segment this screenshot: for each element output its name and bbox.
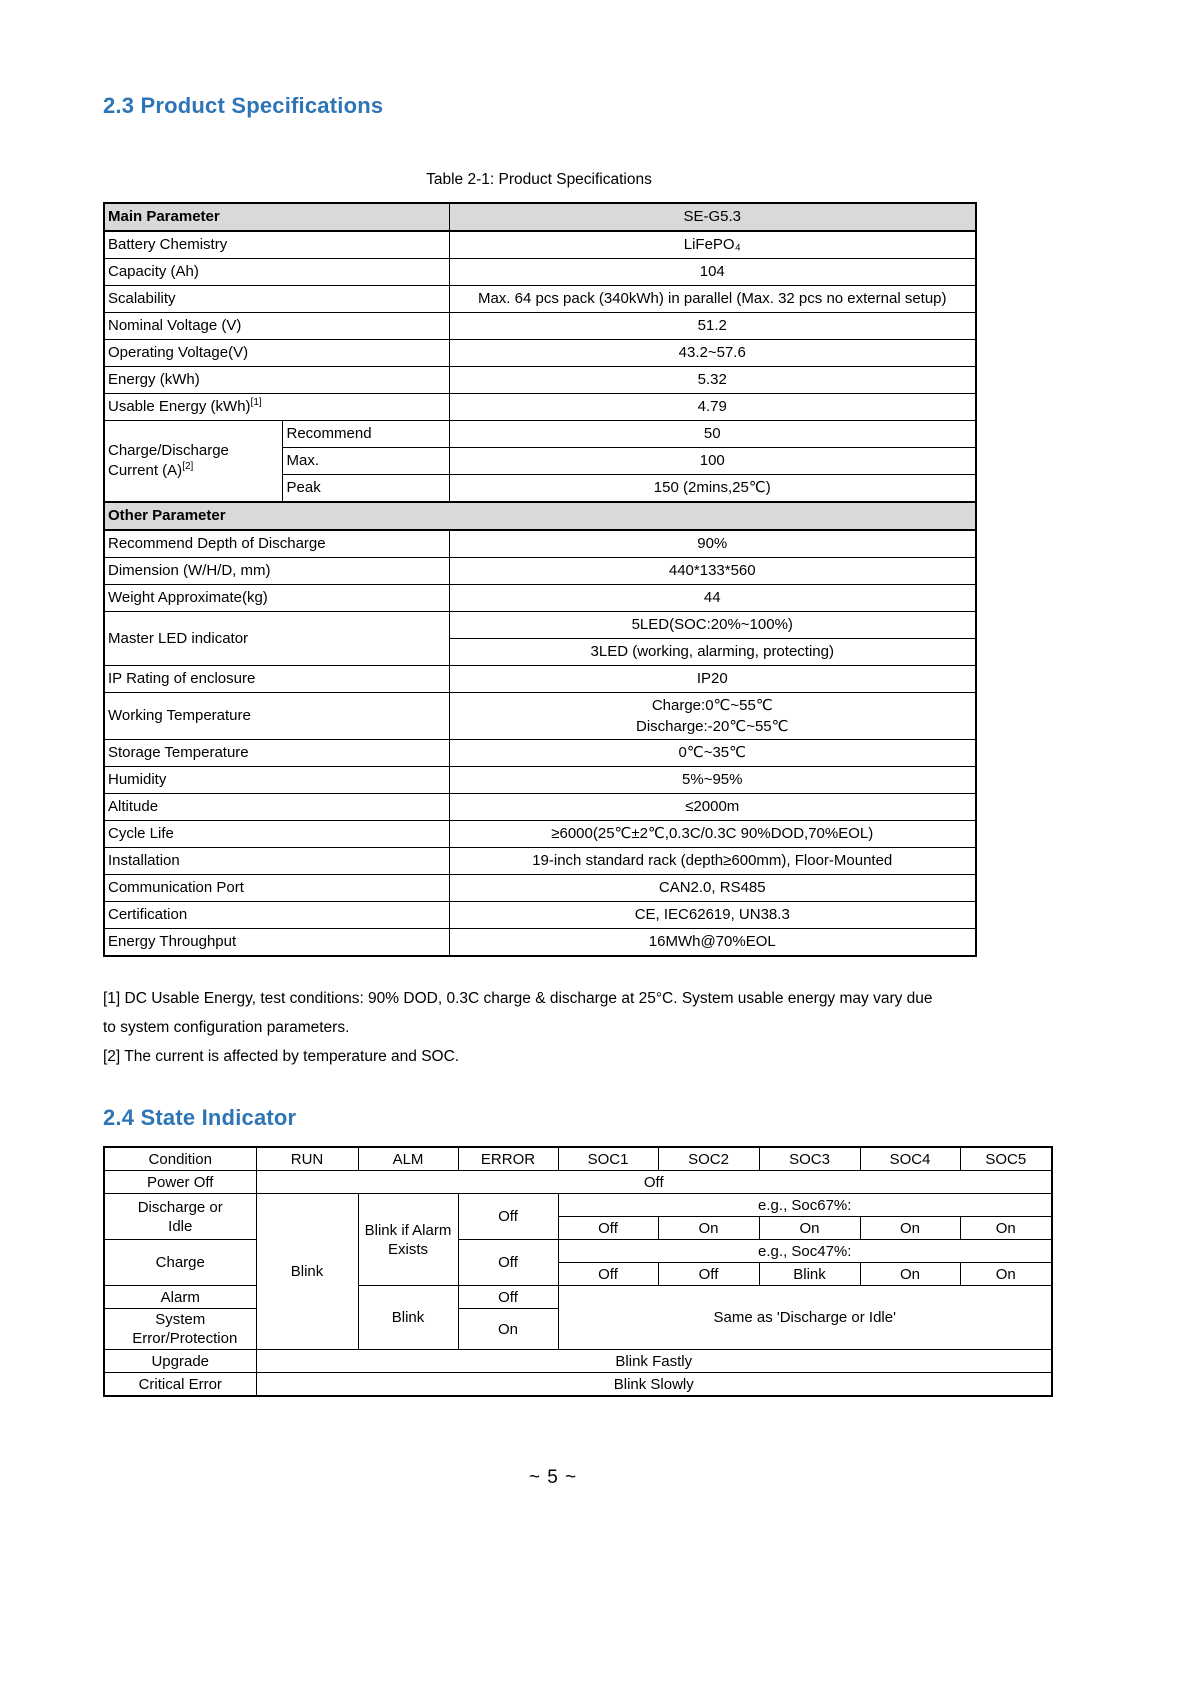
table-row xyxy=(104,259,976,286)
spec-param-label: Usable Energy (kWh)[1] xyxy=(104,394,449,421)
soc5-led-state: On xyxy=(960,1217,1052,1240)
spec-param-value: CE, IEC62619, UN38.3 xyxy=(449,902,976,929)
footnote-marker: [2] xyxy=(182,461,194,472)
table-row xyxy=(104,612,976,639)
column-header-soc4: SOC4 xyxy=(860,1147,960,1171)
spec-param-label: Communication Port xyxy=(104,875,449,902)
section-title-product-specifications: 2.3 Product Specifications xyxy=(103,93,384,118)
spec-param-value: 3LED (working, alarming, protecting) xyxy=(449,639,976,666)
spec-param-label: IP Rating of enclosure xyxy=(104,666,449,693)
table-row xyxy=(104,394,976,421)
spec-param-value: Max. 64 pcs pack (340kWh) in parallel (Max. 32 pcs no external setup) xyxy=(449,286,976,313)
footnote-marker: [1] xyxy=(250,397,262,408)
spec-param-value: 4.79 xyxy=(449,394,976,421)
spec-param-label: Dimension (W/H/D, mm) xyxy=(104,558,449,585)
product-specifications-table xyxy=(103,202,977,957)
spec-param-label: Recommend Depth of Discharge xyxy=(104,530,449,558)
discharge-temperature-range: Discharge:-20℃~55℃ xyxy=(635,718,789,735)
spec-param-label: Capacity (Ah) xyxy=(104,259,449,286)
table-row-alarm xyxy=(104,1286,1052,1309)
condition-label: Discharge or Idle xyxy=(104,1194,256,1240)
alm-led-state: Blink xyxy=(358,1286,458,1350)
table-section-header-row xyxy=(104,502,976,530)
spec-param-value: 43.2~57.6 xyxy=(449,340,976,367)
table-row xyxy=(104,421,976,448)
spec-param-label: Energy (kWh) xyxy=(104,367,449,394)
footnotes xyxy=(103,984,1083,1071)
column-header-main-parameter: Main Parameter xyxy=(104,203,449,231)
spec-param-value: IP20 xyxy=(449,666,976,693)
table-row xyxy=(104,231,976,259)
spec-param-value: 150 (2mins,25℃) xyxy=(449,475,976,503)
spec-param-label: Operating Voltage(V) xyxy=(104,340,449,367)
spec-param-value: 51.2 xyxy=(449,313,976,340)
soc4-led-state: On xyxy=(860,1263,960,1286)
spec-param-label: Certification xyxy=(104,902,449,929)
spec-param-label-charge-discharge: Charge/Discharge Current (A)[2] xyxy=(104,421,282,503)
column-header-error: ERROR xyxy=(458,1147,558,1171)
spec-param-value: 5LED(SOC:20%~100%) xyxy=(449,612,976,639)
table-row xyxy=(104,794,976,821)
table-row xyxy=(104,340,976,367)
soc5-led-state: On xyxy=(960,1263,1052,1286)
condition-label: Alarm xyxy=(104,1286,256,1309)
soc4-led-state: On xyxy=(860,1217,960,1240)
spec-param-label: Cycle Life xyxy=(104,821,449,848)
table-row xyxy=(104,740,976,767)
spec-param-value: 0℃~35℃ xyxy=(449,740,976,767)
table-row xyxy=(104,313,976,340)
table-row-charge xyxy=(104,1240,1052,1263)
spec-subparam-label: Recommend xyxy=(282,421,449,448)
condition-label: Upgrade xyxy=(104,1350,256,1373)
table-row xyxy=(104,585,976,612)
soc3-led-state: On xyxy=(759,1217,860,1240)
column-header-model: SE-G5.3 xyxy=(449,203,976,231)
spec-param-label: Installation xyxy=(104,848,449,875)
table-row xyxy=(104,666,976,693)
spec-param-value: 440*133*560 xyxy=(449,558,976,585)
spec-param-label: Energy Throughput xyxy=(104,929,449,957)
charge-temperature-range: Charge:0℃~55℃ xyxy=(651,697,773,714)
spec-param-value: LiFePO₄ xyxy=(449,231,976,259)
table-row-critical-error xyxy=(104,1373,1052,1397)
table-row xyxy=(104,367,976,394)
spec-param-value-working-temperature xyxy=(449,693,976,740)
alm-led-state: Blink if Alarm Exists xyxy=(358,1194,458,1286)
table-row xyxy=(104,286,976,313)
condition-label: Charge xyxy=(104,1240,256,1286)
spec-param-label: Altitude xyxy=(104,794,449,821)
spec-subparam-label: Peak xyxy=(282,475,449,503)
table-row xyxy=(104,875,976,902)
soc3-led-state: Blink xyxy=(759,1263,860,1286)
section-title-state-indicator: 2.4 State Indicator xyxy=(103,1105,297,1130)
spec-param-label-working-temperature: Working Temperature xyxy=(104,693,449,740)
table-row xyxy=(104,693,976,740)
error-led-state: Off xyxy=(458,1240,558,1286)
table-header-row xyxy=(104,203,976,231)
spec-param-label: Scalability xyxy=(104,286,449,313)
column-header-soc3: SOC3 xyxy=(759,1147,860,1171)
table-row-discharge-or-idle xyxy=(104,1194,1052,1217)
spec-param-value: ≤2000m xyxy=(449,794,976,821)
spec-param-value: 5.32 xyxy=(449,367,976,394)
spec-param-value: CAN2.0, RS485 xyxy=(449,875,976,902)
run-led-state: Blink xyxy=(256,1194,358,1350)
spec-param-label: Storage Temperature xyxy=(104,740,449,767)
column-header-soc2: SOC2 xyxy=(658,1147,759,1171)
spec-param-label: Nominal Voltage (V) xyxy=(104,313,449,340)
table-row xyxy=(104,767,976,794)
table-caption: Table 2-1: Product Specifications xyxy=(426,171,652,188)
table-row xyxy=(104,848,976,875)
page-number: ~ 5 ~ xyxy=(528,1467,578,1488)
spec-param-value: 19-inch standard rack (depth≥600mm), Floor-Mounted xyxy=(449,848,976,875)
condition-label: System Error/Protection xyxy=(104,1309,256,1350)
section-header-other-parameter: Other Parameter xyxy=(104,502,976,530)
footnote-2: [2] The current is affected by temperature and SOC. xyxy=(103,1048,460,1065)
error-led-state: Off xyxy=(458,1194,558,1240)
column-header-soc1: SOC1 xyxy=(558,1147,658,1171)
spec-param-value: 44 xyxy=(449,585,976,612)
spec-param-value: ≥6000(25℃±2℃,0.3C/0.3C 90%DOD,70%EOL) xyxy=(449,821,976,848)
spec-param-label: Humidity xyxy=(104,767,449,794)
critical-error-state-value: Blink Slowly xyxy=(256,1373,1052,1397)
table-row xyxy=(104,530,976,558)
condition-label: Power Off xyxy=(104,1171,256,1194)
spec-param-value: 100 xyxy=(449,448,976,475)
footnote-1: [1] DC Usable Energy, test conditions: 90% DOD, 0.3C charge & discharge at 25°C. System usable energy may vary due to system configuration parameters. xyxy=(103,990,933,1036)
state-indicator-table xyxy=(103,1146,1053,1397)
soc1-led-state: Off xyxy=(558,1263,658,1286)
column-header-alm: ALM xyxy=(358,1147,458,1171)
error-led-state: On xyxy=(458,1309,558,1350)
spec-param-value: 16MWh@70%EOL xyxy=(449,929,976,957)
table-row xyxy=(104,902,976,929)
upgrade-state-value: Blink Fastly xyxy=(256,1350,1052,1373)
soc-same-as-note: Same as 'Discharge or Idle' xyxy=(558,1286,1052,1350)
spec-param-value: 50 xyxy=(449,421,976,448)
spec-param-value: 90% xyxy=(449,530,976,558)
power-off-state-value: Off xyxy=(256,1171,1052,1194)
spec-subparam-label: Max. xyxy=(282,448,449,475)
table-row-upgrade xyxy=(104,1350,1052,1373)
table-header-row xyxy=(104,1147,1052,1171)
spec-param-label: Weight Approximate(kg) xyxy=(104,585,449,612)
column-header-run: RUN xyxy=(256,1147,358,1171)
table-row xyxy=(104,821,976,848)
soc2-led-state: On xyxy=(658,1217,759,1240)
spec-param-value: 104 xyxy=(449,259,976,286)
condition-label: Critical Error xyxy=(104,1373,256,1397)
column-header-soc5: SOC5 xyxy=(960,1147,1052,1171)
spec-param-label-master-led: Master LED indicator xyxy=(104,612,449,666)
table-row xyxy=(104,929,976,957)
error-led-state: Off xyxy=(458,1286,558,1309)
column-header-condition: Condition xyxy=(104,1147,256,1171)
soc-example-caption: e.g., Soc67%: xyxy=(558,1194,1052,1217)
table-row-power-off xyxy=(104,1171,1052,1194)
table-row xyxy=(104,558,976,585)
spec-param-label: Battery Chemistry xyxy=(104,231,449,259)
soc2-led-state: Off xyxy=(658,1263,759,1286)
soc1-led-state: Off xyxy=(558,1217,658,1240)
soc-example-caption: e.g., Soc47%: xyxy=(558,1240,1052,1263)
spec-param-value: 5%~95% xyxy=(449,767,976,794)
